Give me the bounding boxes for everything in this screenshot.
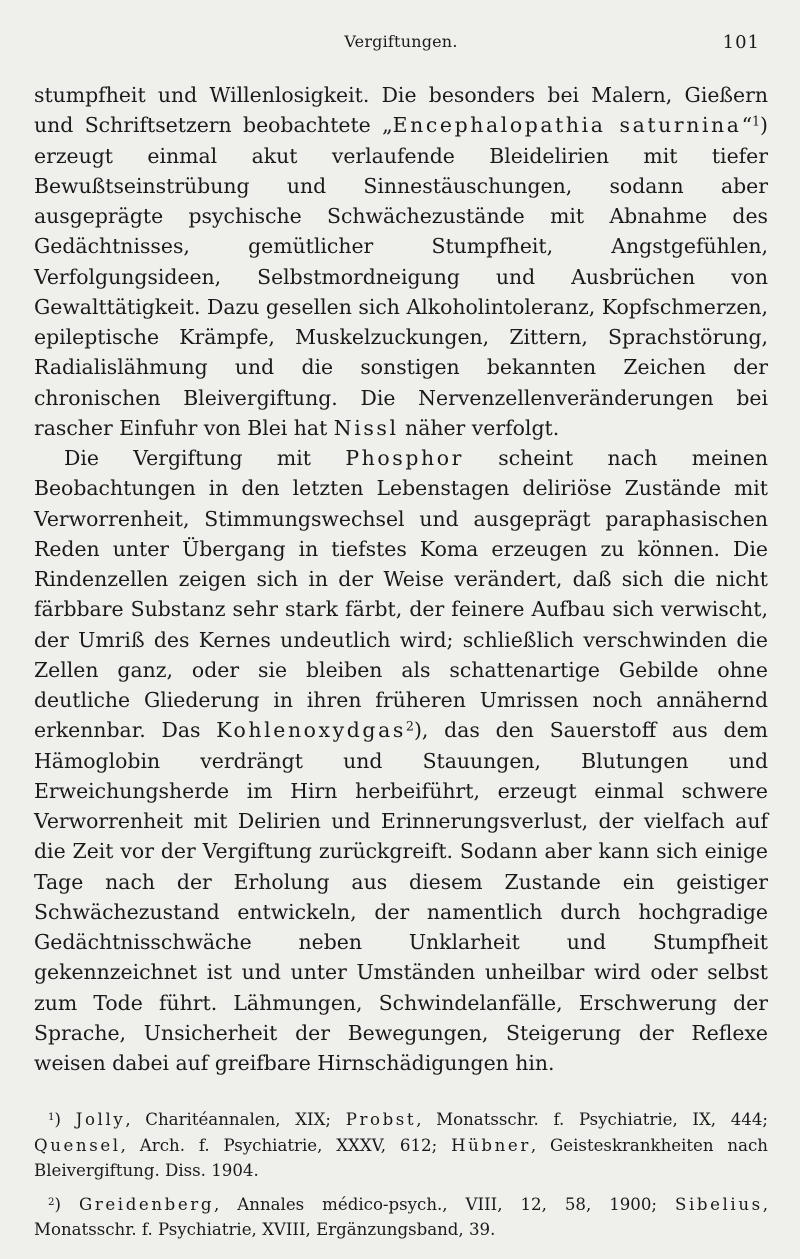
footnotes — [34, 1107, 768, 1243]
text-run: , Geisteskrankheiten nach Bleivergiftung. Diss. 1904. — [34, 1135, 768, 1180]
text-run: , Charitéannalen, XIX; — [125, 1110, 346, 1129]
footnote-1: $^1$) Jolly, Charitéannalen, XIX; Probst, Monatsschr. f. Psychiatrie, IX, 444; Quensel, Arch. f. Psychiatrie, XXXV, 612; Hübner, Geisteskrankheiten nach Bleivergiftung. Diss. 1904. — [34, 1110, 769, 1180]
text-run: , Annales médico-psych., VIII, 12, 58, 1900; — [214, 1194, 675, 1214]
page-number: 101 — [722, 32, 760, 53]
text-run: scheint nach meinen Beobachtungen in den letzten Lebenstagen deliriöse Zustände mit Verworrenheit, Stimmungswechsel und ausgeprägt paraphasischen Reden unter Übergang in tiefstes Koma erzeugen zu können. Die Rindenzellen zeigen sich in der Weise verändert, daß sich die nicht färbbare Substanz sehr stark färbt, der feinere Aufbau sich verwischt, der Umriß des Kernes undeutlich wird; schließlich verschwinden die Zellen ganz, oder sie bleiben als schattenartige Gebilde ohne deutliche Gliederung in ihren früheren Umrissen noch annähernd erkennbar. Das — [34, 446, 768, 743]
paragraph-phosphor-poisoning — [34, 443, 768, 1078]
footnote-mark: 1 — [48, 1110, 55, 1123]
author-name: Quensel — [34, 1135, 121, 1155]
text-run: , Monatsschr. f. Psychiatrie, IX, 444; — [416, 1110, 769, 1129]
text-run: “ — [741, 113, 752, 138]
text-run: , Monatsschr. f. Psychiatrie, XVIII, Ergänzungsband, 39. — [34, 1194, 769, 1239]
footnote-2: $^2$) Greidenberg, Annales médico-psych., VIII, 12, 58, 1900; Sibelius, Monatsschr. f. Psychiatrie, XVIII, Ergänzungsband, 39. — [34, 1194, 769, 1239]
author-name: Sibelius — [675, 1194, 763, 1214]
spaced-term: Phosphor — [345, 446, 464, 470]
spaced-term: Kohlenoxydgas — [216, 718, 406, 743]
text-run: Die Vergiftung mit — [64, 446, 346, 470]
paragraph-lead-poisoning — [34, 80, 768, 443]
footnote-ref: 2 — [405, 718, 414, 734]
text-run: stumpfheit und Willenlosigkeit. Die besonders bei Malern, Gießern und Schriftsetzern beobachtete „ — [34, 83, 768, 138]
author-name: Probst — [345, 1110, 417, 1129]
author-name: Jolly — [75, 1110, 126, 1129]
footnote-mark: 2 — [48, 1195, 55, 1208]
spaced-term: Encephalopathia saturnina — [392, 113, 742, 138]
body-text — [34, 80, 768, 1078]
author-name: Greidenberg — [79, 1194, 215, 1214]
text-run: näher verfolgt. — [398, 415, 560, 440]
text-run: ) erzeugt einmal akut verlaufende Bleidelirien mit tiefer Bewußtseinstrübung und Sinnestäuschungen, sodann aber ausgeprägte psychische Schwächezustände mit Abnahme des Gedächtnisses, gemütlicher Stumpfheit, Angstgefühlen, Verfolgungsideen, Selbstmordneigung und Ausbrüchen von Gewalttätigkeit. Dazu gesellen sich Alkoholintoleranz, Kopfschmerzen, epileptische Krämpfe, Muskelzuckungen, Zittern, Sprachstörung, Radialislähmung und die sonstigen bekannten Zeichen der chronischen Bleivergiftung. Die Nervenzellenveränderungen bei rascher Einfuhr von Blei hat — [34, 113, 769, 440]
footnote-ref: 1 — [752, 113, 761, 129]
spaced-name: Nissl — [333, 415, 399, 440]
author-name: Hübner — [451, 1135, 531, 1155]
running-title: Vergiftungen. — [344, 32, 458, 51]
text-run: ), das den Sauerstoff aus dem Hämoglobin verdrängt und Stauungen, Blutungen und Erweichungsherde im Hirn herbeiführt, erzeugt einmal schwere Verworrenheit mit Delirien und Erinnerungsverlust, der vielfach auf die Zeit vor der Vergiftung zurückgreift. Sodann aber kann sich einige Tage nach der Erholung aus diesem Zustande ein geistiger Schwächezustand entwickeln, der namentlich durch hochgradige Gedächtnisschwäche neben Unklarheit und Stumpfheit gekennzeichnet ist und unter Umständen unheilbar wird oder selbst zum Tode führt. Lähmungen, Schwindelanfälle, Erschwerung der Sprache, Unsicherheit der Bewegungen, Steigerung der Reflexe weisen dabei auf greifbare Hirnschädigungen hin. — [34, 718, 768, 1075]
page-header — [36, 30, 766, 60]
text-run: , Arch. f. Psychiatrie, XXXV, 612; — [120, 1135, 452, 1155]
